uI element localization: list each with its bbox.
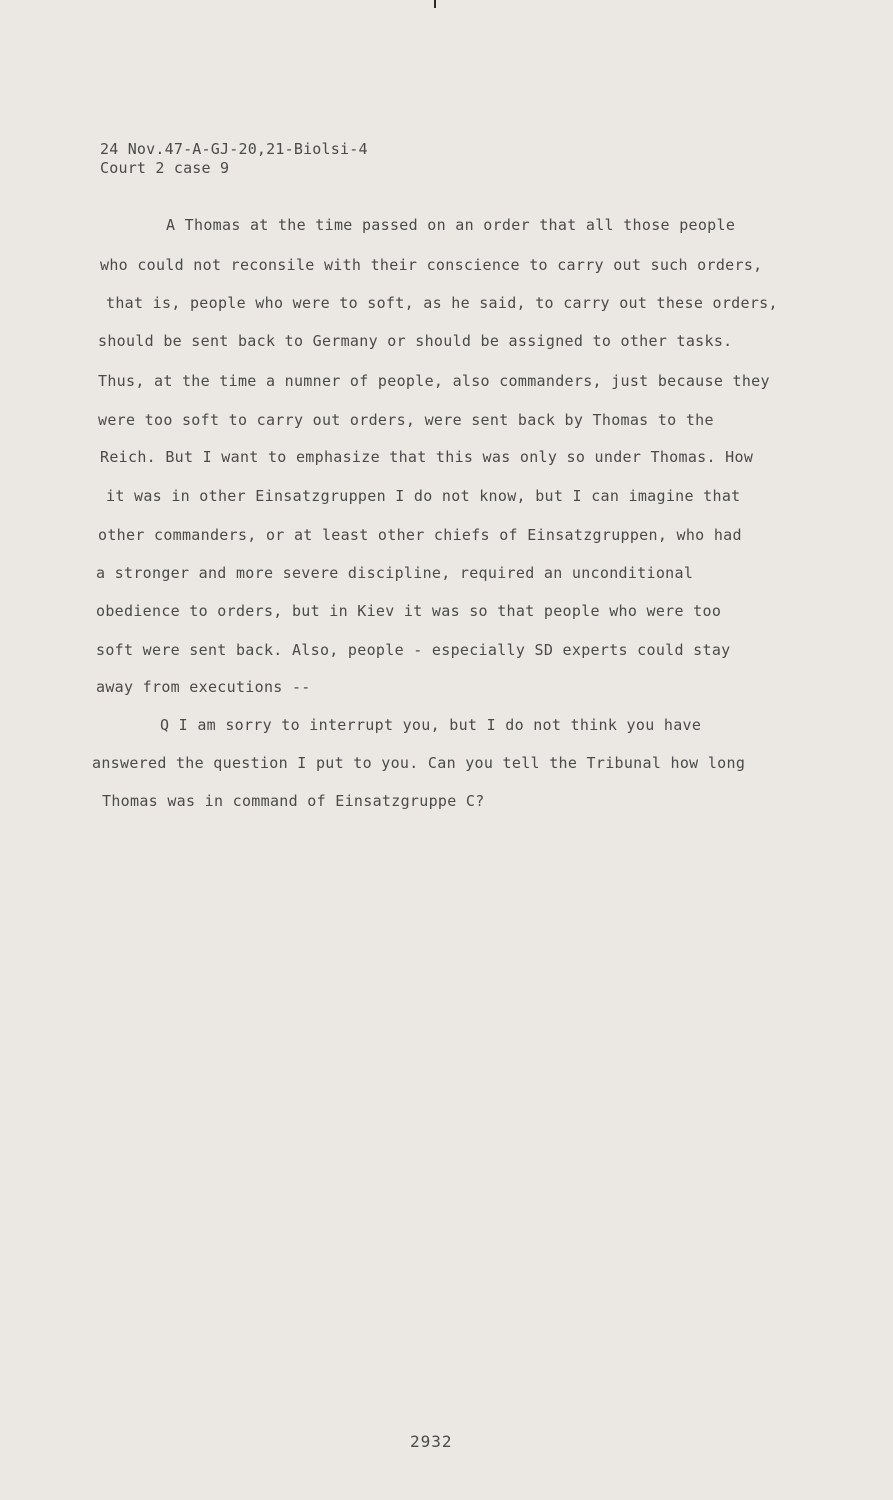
top-edge-mark — [434, 0, 436, 8]
answer-line: who could not reconsile with their conscience to carry out such orders, — [100, 256, 763, 274]
answer-line: that is, people who were to soft, as he said, to carry out these orders, — [106, 294, 778, 312]
page-number: 2932 — [410, 1432, 453, 1451]
question-line: answered the question I put to you. Can you tell the Tribunal how long — [92, 754, 746, 772]
answer-line: should be sent back to Germany or should be assigned to other tasks. — [98, 332, 733, 350]
answer-line: obedience to orders, but in Kiev it was so that people who were too — [96, 602, 722, 620]
question-line: Thomas was in command of Einsatzgruppe C? — [102, 792, 485, 810]
document-header — [100, 140, 368, 178]
answer-line: other commanders, or at least other chiefs of Einsatzgruppen, who had — [98, 526, 742, 544]
answer-line: Reich. But I want to emphasize that this was only so under Thomas. How — [100, 448, 754, 466]
answer-line: Thus, at the time a numner of people, also commanders, just because they — [98, 372, 770, 390]
answer-line: soft were sent back. Also, people - especially SD experts could stay — [96, 641, 731, 659]
answer-line: a stronger and more severe discipline, required an unconditional — [96, 564, 694, 582]
answer-line: away from executions -- — [96, 678, 311, 696]
header-reference-line: 24 Nov.47-A-GJ-20,21-Biolsi-4 — [100, 140, 368, 158]
answer-line: it was in other Einsatzgruppen I do not know, but I can imagine that — [106, 487, 741, 505]
header-court-line: Court 2 case 9 — [100, 159, 230, 177]
question-line: Q I am sorry to interrupt you, but I do not think you have — [160, 716, 702, 734]
answer-line: were too soft to carry out orders, were sent back by Thomas to the — [98, 411, 714, 429]
answer-line: A Thomas at the time passed on an order that all those people — [166, 216, 736, 234]
